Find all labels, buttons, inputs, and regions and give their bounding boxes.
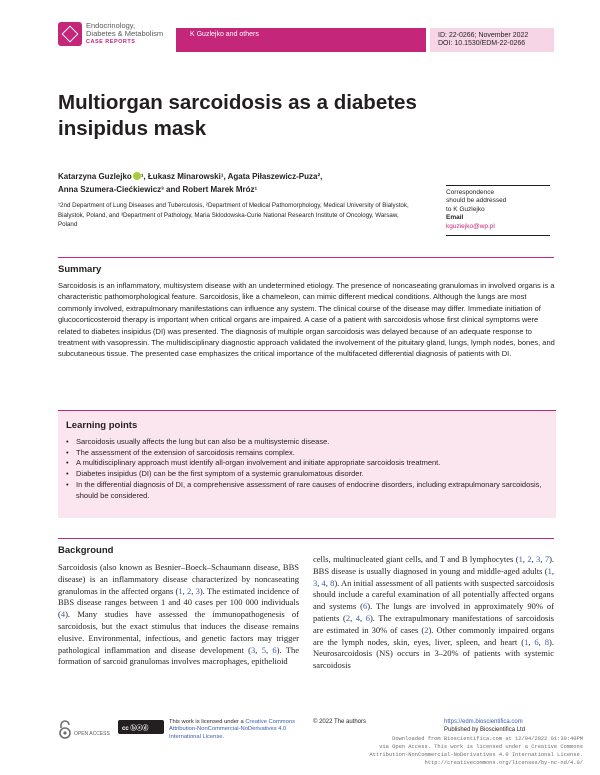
learning-point: • Diabetes insipidus (DI) can be the first symptom of a systemic granulomatous disorder.	[66, 469, 548, 480]
text-run: ). The extrapulmonary manifestations of sarcoidosis are estimated in 30% of cases (	[313, 612, 554, 635]
journal-section: CASE REPORTS	[86, 39, 136, 45]
citation-link[interactable]: 2	[186, 585, 192, 596]
citation-link[interactable]: 6	[534, 636, 539, 647]
author-list-line1: ¹, Łukasz Minarowski¹, Agata Piłaszewicz-Puza²,	[140, 172, 323, 181]
citation-link[interactable]: 4	[355, 612, 361, 623]
running-head-bar	[176, 28, 426, 52]
learning-point: • A multidisciplinary approach must identify all-organ involvement and initiate appropriate sarcoidosis treatment.	[66, 458, 548, 469]
author-list-line2: Anna Szumera-Ciećkiewicz³ and Robert Marek Mróz¹	[58, 185, 258, 194]
text-run: ). An initial assessment of all patients with suspected sarcoidosis should include a careful examination of all potentially affected organs and systems (	[313, 577, 555, 612]
summary-text: Sarcoidosis is an inflammatory, multisystem disease with an undetermined etiology. The presence of noncaseating granulomas in involved organs is a characteristic pathomorphological feature. Sarcoidosis, like a chameleon, can mimic different medical conditions. Although the lungs are most commonly involved, extrapulmonary manifestations can influence any system. The clinical course of the disease may differ. Immediate initiation of glucocorticosteroid therapy is important when critical organs are impaired. A case of a patient with sarcoidosis whose first clinical symptoms were related to diabetes insipidus (DI) was presented. The diagnosis of multiple organ sarcoidosis was delayed because of an adequate response to treatment with vasopressin. The multidisciplinary diagnostic approach validated the involvement of the pituitary gland, lungs, lymph nodes, bones, and subcutaneous tissue. The presented case emphasizes the critical importance of the multifaceted differential diagnosis of patients with DI.	[58, 281, 555, 359]
learning-point: • The assessment of the extension of sarcoidosis remains complex.	[66, 448, 548, 459]
correspondence-box	[446, 185, 550, 236]
citation-link[interactable]: 4	[321, 577, 326, 588]
citation-link[interactable]: 3	[313, 577, 318, 588]
learning-point: • In the differential diagnosis of DI, a comprehensive assessment of rare causes of endocrine disorders, including extrapulmonary sarcoidosis, should be considered.	[66, 480, 548, 501]
author-list	[58, 170, 358, 196]
text-run: ). The estimated incidence of BBS disease ranges between 1 and 40 cases per 100 000 individuals (	[58, 585, 300, 620]
download-stamp	[313, 735, 583, 767]
license-link[interactable]: Creative Commons Attribution-NonCommercial-NoDerivatives 4.0 International License.	[169, 719, 295, 740]
text-run: ). Other commonly impaired organs are the lymph nodes, skin, eyes, liver, spleen, and heart (	[313, 624, 554, 647]
download-line: Attribution-NonCommercial-NoDerivatives 4.0 International License.	[369, 752, 583, 758]
citation-link[interactable]: 6	[362, 601, 368, 612]
orcid-icon[interactable]	[133, 172, 141, 180]
correspondence-line1: Correspondence	[446, 189, 495, 196]
publisher-name: Bioscientifica Ltd	[480, 726, 526, 733]
summary-heading: Summary	[58, 264, 102, 275]
background-divider	[58, 538, 554, 539]
download-line: Downloaded from Bioscientifica.com at 12/04/2022 01:30:40PM	[392, 736, 583, 742]
publisher-info	[444, 719, 554, 734]
article-identifiers	[430, 28, 554, 52]
article-title: Multiorgan sarcoidosis as a diabetes insipidus mask	[58, 91, 417, 140]
journal-name-line2: Diabetes & Metabolism	[86, 29, 164, 38]
affiliations: ¹2nd Department of Lung Diseases and Tuberculosis, ²Department of Medical Pathomorphology, Medical University of Bialystok, Bialystok, Poland, and ³Department of Pathology, Maria Sklodowska-Curie National Research Institute of Oncology, Warsaw, Poland	[58, 202, 409, 229]
summary-divider	[58, 257, 554, 258]
email-label: Email	[446, 214, 464, 222]
text-run: ). Neurosarcoidosis (NS) occurs in 3–20% of patients with systemic sarcoidosis	[313, 636, 554, 671]
journal-url[interactable]: https://edm.bioscientifica.com	[444, 719, 523, 725]
email-link[interactable]: kguziejko@wp.pl	[446, 222, 495, 230]
license-prefix: This work is licensed under a	[169, 719, 246, 725]
journal-name-line1: Endocrinology,	[86, 21, 136, 30]
copyright: © 2022 The authors	[313, 719, 367, 725]
citation-link[interactable]: 2	[424, 624, 429, 635]
text-run: ). The lungs are involved in approximately 90% of patients (	[313, 601, 554, 623]
open-access-icon	[58, 720, 72, 740]
citation-link[interactable]: 8	[544, 636, 550, 647]
journal-name	[86, 22, 163, 46]
citation-link[interactable]: 2	[345, 612, 351, 623]
running-author: K Guzlejko and others	[190, 31, 259, 38]
download-line[interactable]: http://creativecommons.org/licenses/by-nc-nd/4.0/	[424, 760, 583, 766]
learning-point: • Sarcoidosis usually affects the lung but can also be a multisystemic disease.	[66, 437, 548, 448]
text-run: ). Many studies have assessed the immunopathogenesis of sarcoidosis, but the exact stimulus that induces the disease remains elusive. Environmental, infectious, and genetic factors may trigger pathological inflammation and disease development (	[58, 609, 299, 655]
citation-link[interactable]: 1	[518, 554, 523, 564]
background-column-left: Sarcoidosis (also known as Besnier–Boeck–Schaumann disease, BBS disease) is an inflammatory disease characterized by noncaseating granulomas in the affected organs (1, 2, 3). The estimated incidence of BBS disease ranges between 1 and 40 cases per 100 000 individuals (4). Many studies have assessed the immunopathogenesis of sarcoidosis, but the exact stimulus that induces the disease remains elusive. Environmental, infectious, and genetic factors may trigger pathological inflammation and disease development (3, 5, 6). The formation of sarcoid granulomas involves macrophages, epithelioid	[58, 562, 300, 667]
text-run: Sarcoidosis (also known as Besnier–Boeck–Schaumann disease, BBS disease) is an inflammatory disease characterized by noncaseating granulomas in the affected organs (	[58, 562, 299, 596]
background-column-right: cells, multinucleated giant cells, and T and B lymphocytes (1, 2, 3, 7). BBS disease is usually diagnosed in young and middle-aged adults (1, 3, 4, 8). An initial assessment of all patients with suspected sarcoidosis should include a careful examination of all potentially affected organs and systems (6). The lungs are involved in approximately 90% of patients (2, 4, 6). The extrapulmonary manifestations of sarcoidosis are estimated in 30% of cases (2). Other commonly impaired organs are the lymph nodes, skin, eyes, liver, spleen, and heart (1, 6, 8). Neurosarcoidosis (NS) occurs in 3–20% of patients with systemic sarcoidosis	[313, 554, 555, 671]
citation-link[interactable]: 6	[365, 612, 370, 623]
citation-link[interactable]: 4	[60, 609, 66, 620]
creative-commons-badge[interactable]: cc ⓑⓢⓓ	[118, 720, 164, 734]
text-run: cells, multinucleated giant cells, and T and B lymphocytes (	[313, 554, 519, 564]
citation-link[interactable]: 1	[524, 636, 529, 647]
background-heading: Background	[58, 545, 114, 556]
citation-link[interactable]: 6	[272, 644, 277, 655]
citation-link[interactable]: 8	[330, 577, 335, 588]
article-doi[interactable]: DOI: 10.1530/EDM-22-0266	[438, 40, 526, 47]
cube-icon	[62, 26, 79, 43]
citation-link[interactable]: 5	[261, 644, 266, 655]
author-first[interactable]: Katarzyna Guzlejko	[58, 172, 132, 181]
citation-link[interactable]: 7	[544, 554, 550, 564]
citation-link[interactable]: 2	[527, 554, 532, 564]
correspondence-line3: to K Guzlejko	[446, 205, 485, 213]
learning-points-box	[58, 410, 556, 518]
citation-link[interactable]: 3	[250, 644, 256, 655]
download-line: via Open Access. This work is licensed under a Creative Commons	[379, 744, 583, 750]
citation-link[interactable]: 3	[536, 554, 541, 564]
publisher-prefix: Published by	[444, 726, 481, 733]
citation-link[interactable]: 3	[195, 585, 200, 596]
text-run: ). BBS disease is usually diagnosed in young and middle-aged adults (	[313, 554, 555, 576]
citation-link[interactable]: 1	[178, 585, 183, 596]
open-access-label: OPEN ACCESS	[74, 731, 110, 737]
text-run: ). The formation of sarcoid granulomas involves macrophages, epithelioid	[58, 644, 299, 667]
journal-logo	[58, 22, 82, 46]
learning-points-heading: Learning points	[66, 420, 138, 431]
article-id: ID: 22-0266; November 2022	[438, 32, 529, 39]
learning-points-list	[66, 437, 548, 501]
license-notice	[169, 719, 304, 741]
citation-link[interactable]: 1	[547, 565, 552, 576]
correspondence-line2: should be addressed	[446, 197, 507, 205]
